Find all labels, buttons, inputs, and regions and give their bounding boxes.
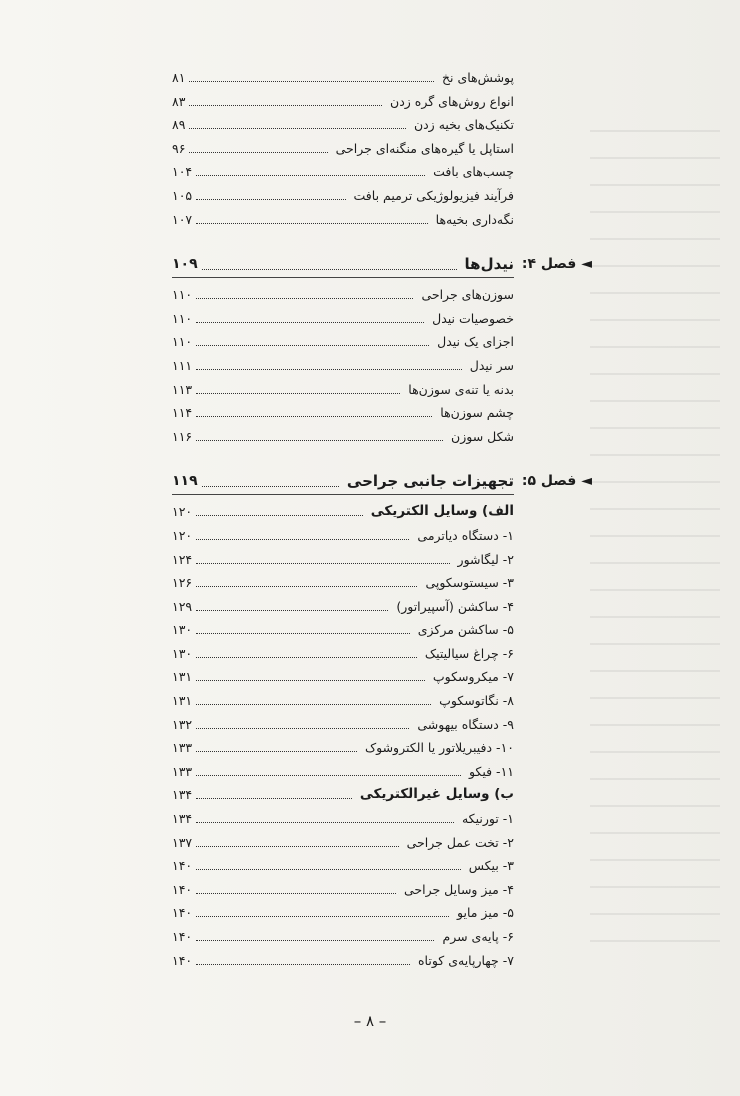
chapter-spacer	[0, 231, 740, 239]
dot-leader	[196, 916, 449, 917]
toc-entry-row	[0, 354, 740, 378]
toc-entry-row	[0, 283, 740, 307]
toc-entry-row	[0, 378, 740, 402]
toc-entry-row	[0, 618, 740, 642]
toc-title: ۲- لیگاشور	[457, 551, 514, 567]
toc-entry-row	[0, 137, 740, 161]
toc-page-number: ۸۱	[172, 70, 186, 85]
toc-page-number: ۱۳۳	[172, 763, 193, 779]
toc-title: ۶- چراغ سیالیتیک	[424, 645, 514, 661]
dot-leader	[196, 940, 434, 941]
toc-entry-row	[0, 330, 740, 354]
toc-chapter-row	[0, 239, 740, 283]
toc-entry-row	[0, 425, 740, 449]
toc-page-number: ۱۴۰	[172, 929, 193, 944]
dot-leader	[196, 869, 461, 870]
dot-leader	[196, 175, 425, 176]
toc-title: سر نیدل	[469, 357, 514, 373]
toc-entry-row	[0, 401, 740, 425]
toc-entry-row	[0, 901, 740, 925]
toc-page-number: ۱۳۰	[172, 645, 193, 661]
toc-entry-row	[0, 713, 740, 737]
toc-page-number: ۸۳	[172, 93, 186, 109]
toc-title: شکل سوزن	[451, 428, 514, 444]
dot-leader	[189, 152, 328, 153]
chapter-underline	[172, 277, 514, 278]
toc-entry-row	[0, 184, 740, 208]
toc-page-number: ۱۱۴	[172, 405, 193, 421]
toc-page-number: ۹۶	[172, 140, 186, 156]
dot-leader	[196, 369, 462, 370]
dot-leader	[196, 199, 346, 200]
toc-title: تکنیک‌های بخیه زدن	[413, 117, 514, 133]
toc-page-number: ۱۴۰	[172, 881, 193, 897]
toc-entry-row	[0, 949, 740, 973]
dot-leader	[196, 704, 431, 705]
toc-entry-row	[0, 571, 740, 595]
toc-page-number: ۱۴۰	[172, 952, 193, 968]
toc-page-number: ۱۱۱	[172, 357, 193, 373]
dot-leader	[196, 822, 454, 823]
toc-page-number: ۱۳۳	[172, 740, 193, 756]
dot-leader	[196, 586, 417, 587]
dot-leader	[189, 128, 406, 129]
dot-leader	[196, 728, 409, 729]
toc-entry-row	[0, 208, 740, 232]
toc-page-number: ۱۱۹	[172, 473, 198, 490]
toc-entry-row	[0, 925, 740, 949]
toc-title: بدنه یا تنه‌ی سوزن‌ها	[408, 381, 514, 397]
toc-title: تجهیزات جانبی جراحی	[346, 472, 514, 491]
toc-title: ۴- میز وسایل جراحی	[403, 881, 514, 897]
toc-entry-row	[0, 524, 740, 548]
dot-leader	[196, 680, 425, 681]
toc-title: استاپل یا گیره‌های منگنه‌ای جراحی	[335, 140, 514, 156]
toc-page-number: ۱۰۹	[172, 256, 198, 273]
toc-page-number: ۱۰۷	[172, 211, 193, 227]
toc-page-number: ۱۳۱	[172, 693, 193, 709]
toc-title: سوزن‌های جراحی	[421, 287, 514, 303]
dot-leader	[196, 322, 424, 323]
page-number: – ۸ –	[353, 1012, 387, 1030]
toc-title: ۵- میز مایو	[457, 905, 514, 921]
toc-entry-row	[0, 595, 740, 619]
toc-page-number: ۱۳۱	[172, 669, 193, 685]
dot-leader	[202, 486, 339, 487]
toc-title: ۳- بیکس	[468, 858, 514, 874]
toc-title: ۸- نگاتوسکوپ	[439, 693, 514, 709]
toc-title: الف) وسایل الکتریکی	[370, 503, 514, 520]
dot-leader	[196, 893, 396, 894]
toc-title: ۷- میکروسکوپ	[432, 669, 514, 685]
toc-title: ۷- چهارپایه‌ی کوتاه	[417, 952, 514, 968]
toc-title: نیدل‌ها	[464, 255, 514, 274]
toc-entry-row	[0, 689, 740, 713]
toc-title: خصوصیات نیدل	[432, 310, 514, 326]
toc-page-number: ۱۳۷	[172, 834, 193, 850]
toc-entry-row	[0, 807, 740, 831]
toc-page-number: ۱۱۰	[172, 287, 193, 303]
toc-entry-row	[0, 854, 740, 878]
toc-entry-row	[0, 642, 740, 666]
toc-title: ۹- دستگاه بیهوشی	[417, 716, 514, 732]
toc-page-number: ۱۱۰	[172, 310, 193, 326]
dot-leader	[196, 563, 450, 564]
toc-title: ۶- پایه‌ی سرم	[442, 929, 514, 944]
toc-title: پوشش‌های نخ	[441, 70, 514, 85]
dot-leader	[196, 657, 417, 658]
toc-chapter-row	[0, 456, 740, 500]
toc-title: انواع روش‌های گره زدن	[390, 93, 514, 109]
toc-page-number: ۱۴۰	[172, 858, 193, 874]
toc-page-number: ۱۱۶	[172, 428, 193, 444]
toc-entry-row	[0, 831, 740, 855]
dot-leader	[196, 775, 461, 776]
toc-page-number: ۱۳۴	[172, 787, 193, 803]
toc-page-number: ۱۱۰	[172, 334, 193, 350]
dot-leader	[196, 223, 428, 224]
toc-entry-row	[0, 736, 740, 760]
dot-leader	[196, 610, 388, 611]
toc-title: ۴- ساکشن (آسپیراتور)	[396, 598, 514, 614]
toc-entry-row	[0, 113, 740, 137]
toc-entry-row	[0, 548, 740, 572]
toc-section-row	[0, 783, 740, 807]
toc-title: ۲- تخت عمل جراحی	[406, 834, 514, 850]
toc-title: ب) وسایل غیرالکتریکی	[359, 786, 514, 803]
table-of-contents	[0, 66, 740, 972]
chapter-spacer	[0, 448, 740, 456]
dot-leader	[196, 416, 432, 417]
dot-leader	[196, 298, 413, 299]
dot-leader	[196, 633, 410, 634]
toc-title: فرآیند فیزیولوژیکی ترمیم بافت	[353, 187, 514, 203]
toc-entry-row	[0, 665, 740, 689]
toc-title: چسب‌های بافت	[433, 164, 514, 180]
toc-title: ۵- ساکشن مرکزی	[417, 622, 514, 638]
toc-entry-row	[0, 307, 740, 331]
toc-page-number: ۱۲۰	[172, 504, 193, 520]
toc-page-number: ۱۳۴	[172, 811, 193, 827]
dot-leader	[202, 269, 457, 270]
toc-page-number: ۱۰۵	[172, 187, 193, 203]
toc-title: اجزای یک نیدل	[437, 334, 514, 350]
toc-page-number: ۱۳۰	[172, 622, 193, 638]
toc-page-number: ۱۱۳	[172, 381, 193, 397]
toc-title: ۳- سیستوسکوپی	[425, 575, 514, 591]
toc-entry-row	[0, 160, 740, 184]
toc-title: ۱- تورنیکه	[461, 811, 514, 827]
toc-entry-row	[0, 760, 740, 784]
toc-title: ۱۱- فیکو	[468, 763, 514, 779]
toc-title: نگه‌داری بخیه‌ها	[435, 211, 514, 227]
dot-leader	[196, 440, 443, 441]
dot-leader	[189, 81, 434, 82]
dot-leader	[196, 515, 363, 516]
chapter-number: ◄ فصل ۵:	[521, 473, 592, 490]
dot-leader	[189, 105, 382, 106]
toc-page-number: ۱۲۹	[172, 598, 193, 614]
dot-leader	[196, 393, 400, 394]
chapter-underline	[172, 494, 514, 495]
toc-page-number: ۱۲۴	[172, 551, 193, 567]
toc-page-number: ۱۲۶	[172, 575, 193, 591]
toc-page-number: ۸۹	[172, 117, 186, 133]
toc-page-number: ۱۴۰	[172, 905, 193, 921]
dot-leader	[196, 964, 410, 965]
toc-entry-row	[0, 66, 740, 90]
toc-title: چشم سوزن‌ها	[440, 405, 514, 421]
toc-page-number: ۱۳۲	[172, 716, 193, 732]
toc-entry-row	[0, 878, 740, 902]
toc-page-number: ۱۰۴	[172, 164, 193, 180]
chapter-number: ◄ فصل ۴:	[521, 256, 592, 273]
dot-leader	[196, 798, 352, 799]
dot-leader	[196, 846, 399, 847]
toc-entry-row	[0, 90, 740, 114]
dot-leader	[196, 751, 357, 752]
toc-page-number: ۱۲۰	[172, 527, 193, 543]
toc-title: ۱۰- دفیبریلاتور یا الکتروشوک	[364, 740, 514, 756]
dot-leader	[196, 539, 409, 540]
toc-section-row	[0, 500, 740, 524]
toc-title: ۱- دستگاه دیاترمی	[417, 527, 514, 543]
dot-leader	[196, 345, 429, 346]
